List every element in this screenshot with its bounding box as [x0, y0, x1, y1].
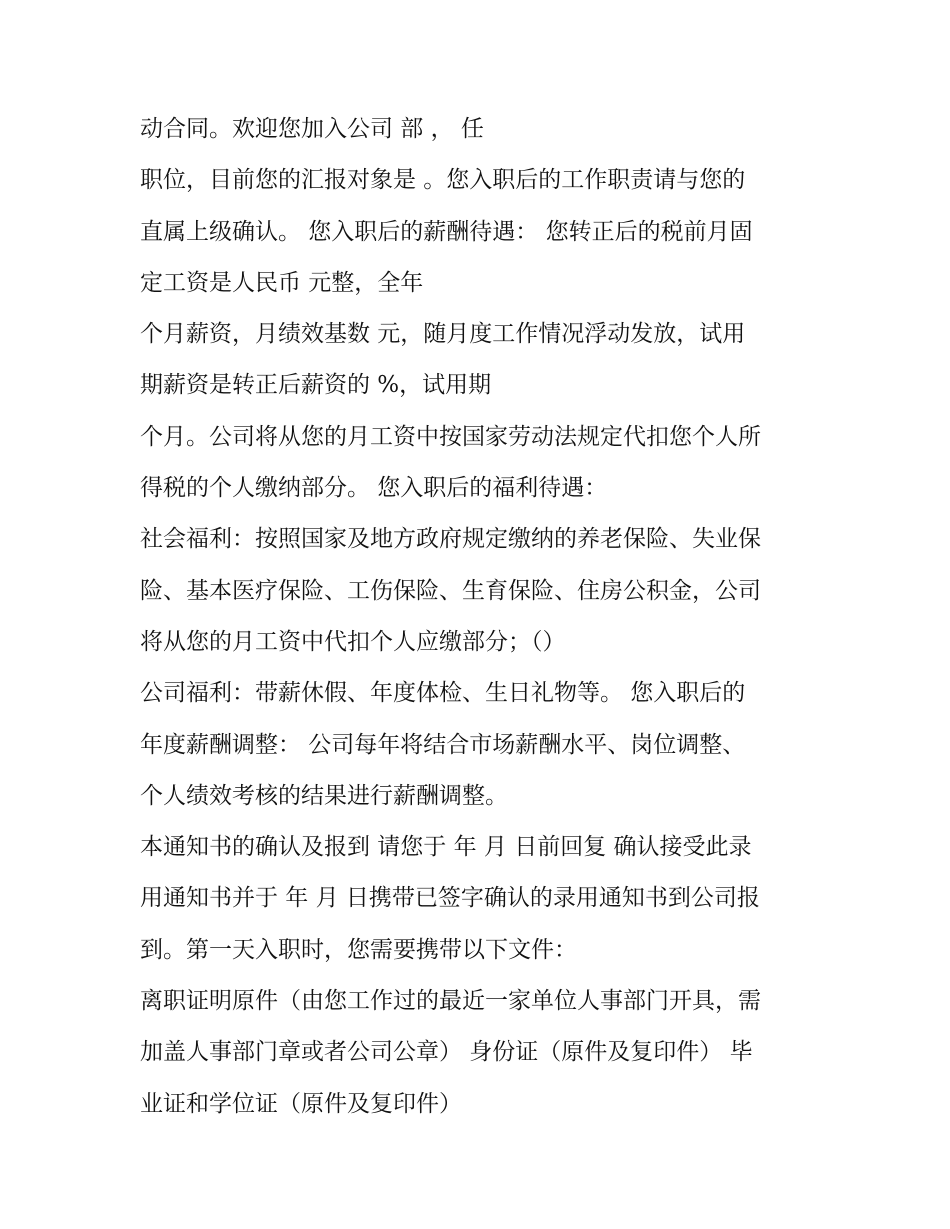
text-line-3: 直属上级确认。 您入职后的薪酬待遇： 您转正后的税前月固	[140, 218, 753, 245]
text-line-13: 年度薪酬调整： 公司每年将结合市场薪酬水平、岗位调整、	[140, 731, 746, 758]
text-line-12: 公司福利：带薪休假、年度体检、生日礼物等。 您入职后的	[140, 680, 746, 707]
text-line-9: 社会福利：按照国家及地方政府规定缴纳的养老保险、失业保	[140, 526, 761, 553]
text-line-10: 险、基本医疗保险、工伤保险、生育保险、住房公积金，公司	[140, 577, 761, 604]
text-line-4: 定工资是人民币 元整，全年	[140, 269, 424, 296]
text-line-6: 期薪资是转正后薪资的 %，试用期	[140, 372, 492, 399]
text-line-11: 将从您的月工资中代扣个人应缴部分；（）	[140, 628, 566, 655]
text-line-5: 个月薪资，月绩效基数 元，随月度工作情况浮动发放，试用	[140, 321, 746, 348]
text-line-15: 本通知书的确认及报到 请您于 年 月 日前回复 确认接受此录	[140, 834, 752, 861]
text-line-2: 职位，目前您的汇报对象是 。您入职后的工作职责请与您的	[140, 167, 746, 194]
text-line-14: 个人绩效考核的结果进行薪酬调整。	[140, 782, 508, 809]
body-text	[140, 111, 820, 1137]
text-line-17: 到。第一天入职时，您需要携带以下文件：	[140, 936, 577, 963]
text-line-1: 动合同。欢迎您加入公司 部 ， 任	[140, 116, 484, 142]
text-line-8: 得税的个人缴纳部分。 您入职后的福利待遇：	[140, 475, 608, 502]
text-line-7: 个月。公司将从您的月工资中按国家劳动法规定代扣您个人所	[140, 423, 761, 450]
text-line-20: 业证和学位证（原件及复印件）	[140, 1090, 462, 1117]
text-line-18: 离职证明原件（由您工作过的最近一家单位人事部门开具，需	[140, 988, 761, 1015]
text-line-16: 用通知书并于 年 月 日携带已签字确认的录用通知书到公司报	[140, 885, 760, 912]
text-line-19: 加盖人事部门章或者公司公章） 身份证（原件及复印件） 毕	[140, 1039, 753, 1066]
